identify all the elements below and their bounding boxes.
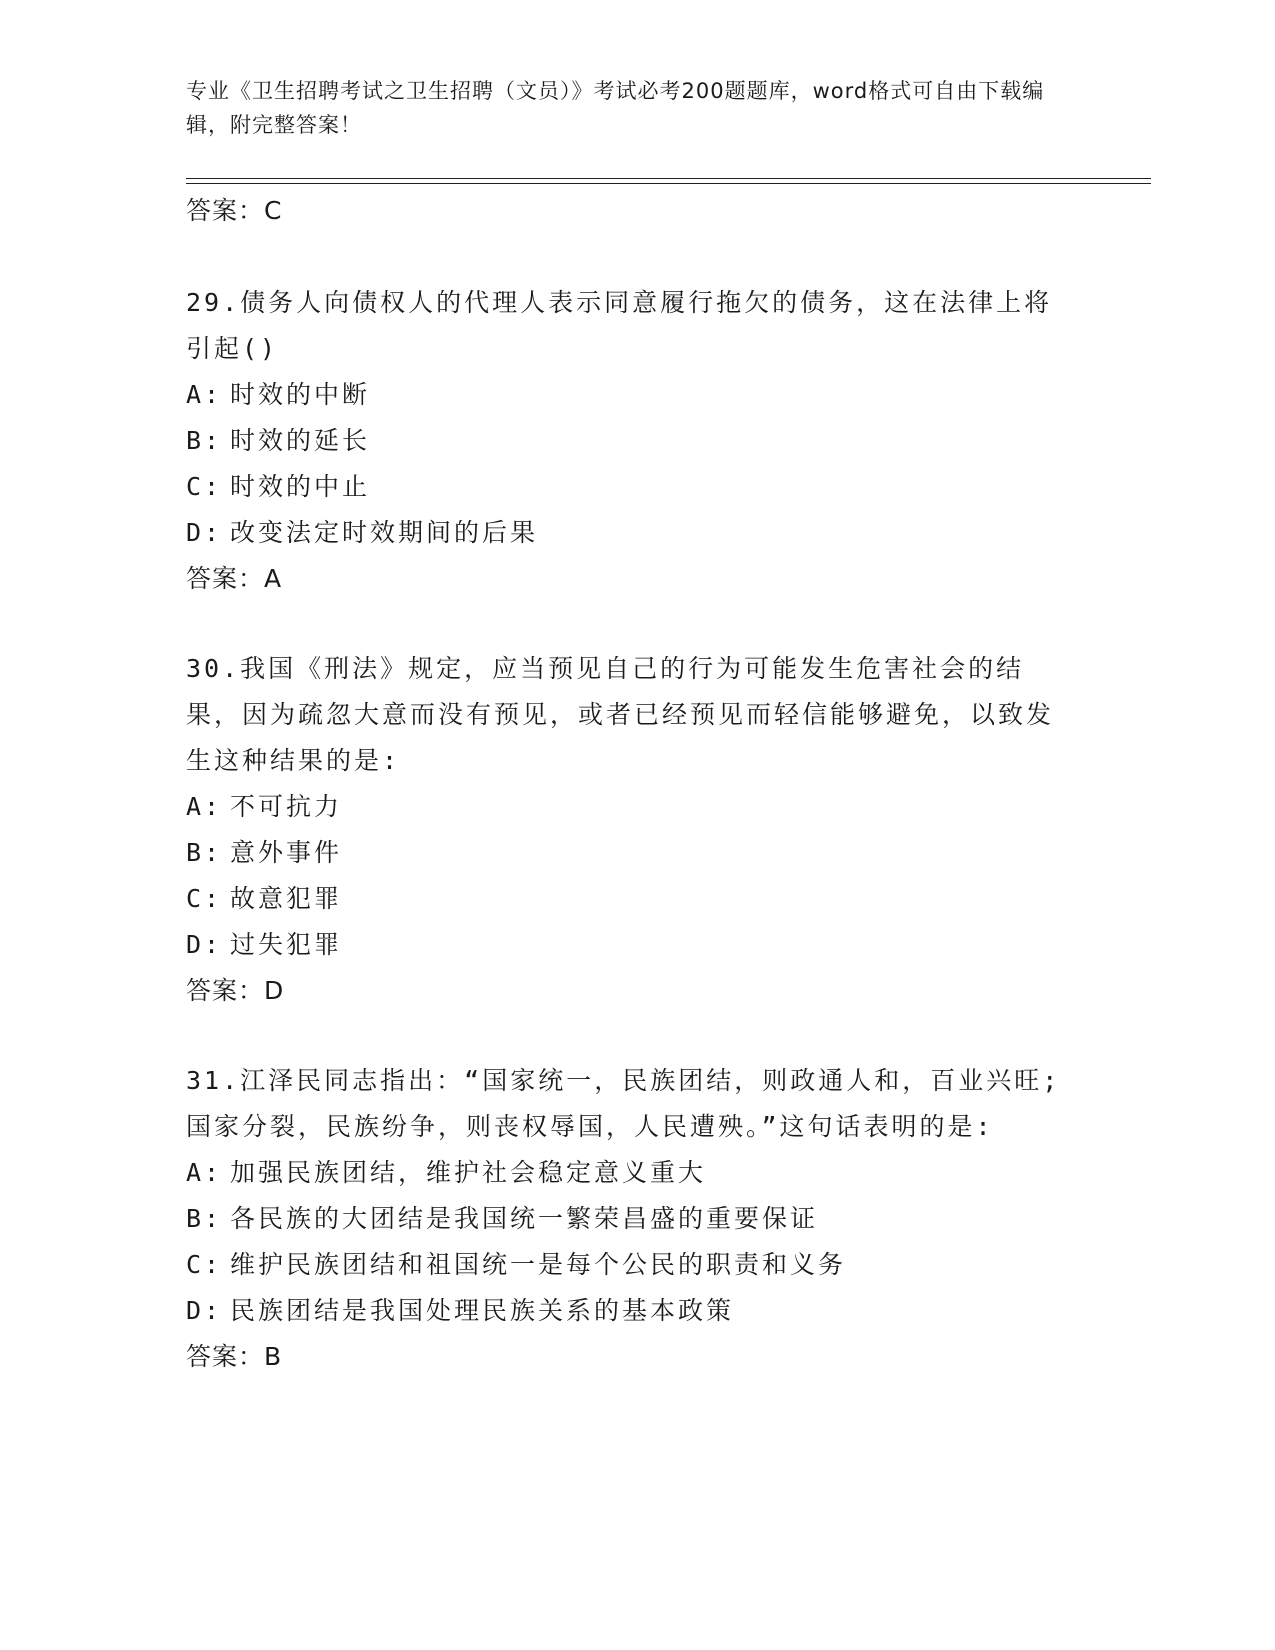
option-c (186, 464, 1086, 510)
question-list (186, 280, 1086, 1424)
option-text: 不可抗力 (230, 792, 343, 821)
option-key: B: (186, 426, 223, 455)
option-text: 改变法定时效期间的后果 (230, 518, 539, 547)
document-header: 专业《卫生招聘考试之卫生招聘（文员）》考试必考200题题库，word格式可自由下载编辑，附完整答案！ (186, 79, 1045, 137)
question-stem: 29.债务人向债权人的代理人表示同意履行拖欠的债务，这在法律上将引起() (186, 288, 1053, 363)
option-text: 时效的延长 (230, 426, 371, 455)
option-text: 时效的中断 (230, 380, 371, 409)
option-text: 各民族的大团结是我国统一繁荣昌盛的重要保证 (230, 1204, 819, 1233)
option-a (186, 372, 1086, 418)
option-d (186, 1288, 1086, 1334)
question-30 (186, 646, 1086, 1014)
option-text: 民族团结是我国处理民族关系的基本政策 (230, 1296, 735, 1325)
option-text: 加强民族团结，维护社会稳定意义重大 (230, 1158, 707, 1187)
option-key: B: (186, 838, 223, 867)
option-text: 故意犯罪 (230, 884, 343, 913)
header-divider (186, 178, 1151, 184)
question-31 (186, 1058, 1086, 1380)
option-b (186, 830, 1086, 876)
question-29 (186, 280, 1086, 602)
option-key: C: (186, 1250, 223, 1279)
option-key: A: (186, 792, 223, 821)
option-b (186, 1196, 1086, 1242)
answer-label: 答案：B (186, 1342, 283, 1371)
option-text: 过失犯罪 (230, 930, 343, 959)
option-c (186, 1242, 1086, 1288)
answer-label: 答案：A (186, 564, 283, 593)
option-key: C: (186, 884, 223, 913)
option-text: 维护民族团结和祖国统一是每个公民的职责和义务 (230, 1250, 847, 1279)
question-stem: 31.江泽民同志指出：“国家统一，民族团结，则政通人和，百业兴旺;国家分裂，民族纷争，则丧权辱国，人民遭殃。”这句话表明的是: (186, 1066, 1061, 1141)
question-stem: 30.我国《刑法》规定，应当预见自己的行为可能发生危害社会的结果，因为疏忽大意而没有预见，或者已经预见而轻信能够避免，以致发生这种结果的是: (186, 654, 1055, 775)
option-text: 意外事件 (230, 838, 343, 867)
option-c (186, 876, 1086, 922)
option-key: C: (186, 472, 223, 501)
option-text: 时效的中止 (230, 472, 371, 501)
option-key: B: (186, 1204, 223, 1233)
answer-label: 答案：D (186, 976, 285, 1005)
previous-answer: 答案：C (186, 196, 283, 225)
option-a (186, 784, 1086, 830)
option-key: D: (186, 930, 223, 959)
option-d (186, 922, 1086, 968)
option-key: A: (186, 380, 223, 409)
option-key: A: (186, 1158, 223, 1187)
option-a (186, 1150, 1086, 1196)
option-b (186, 418, 1086, 464)
option-key: D: (186, 518, 223, 547)
option-d (186, 510, 1086, 556)
option-key: D: (186, 1296, 223, 1325)
